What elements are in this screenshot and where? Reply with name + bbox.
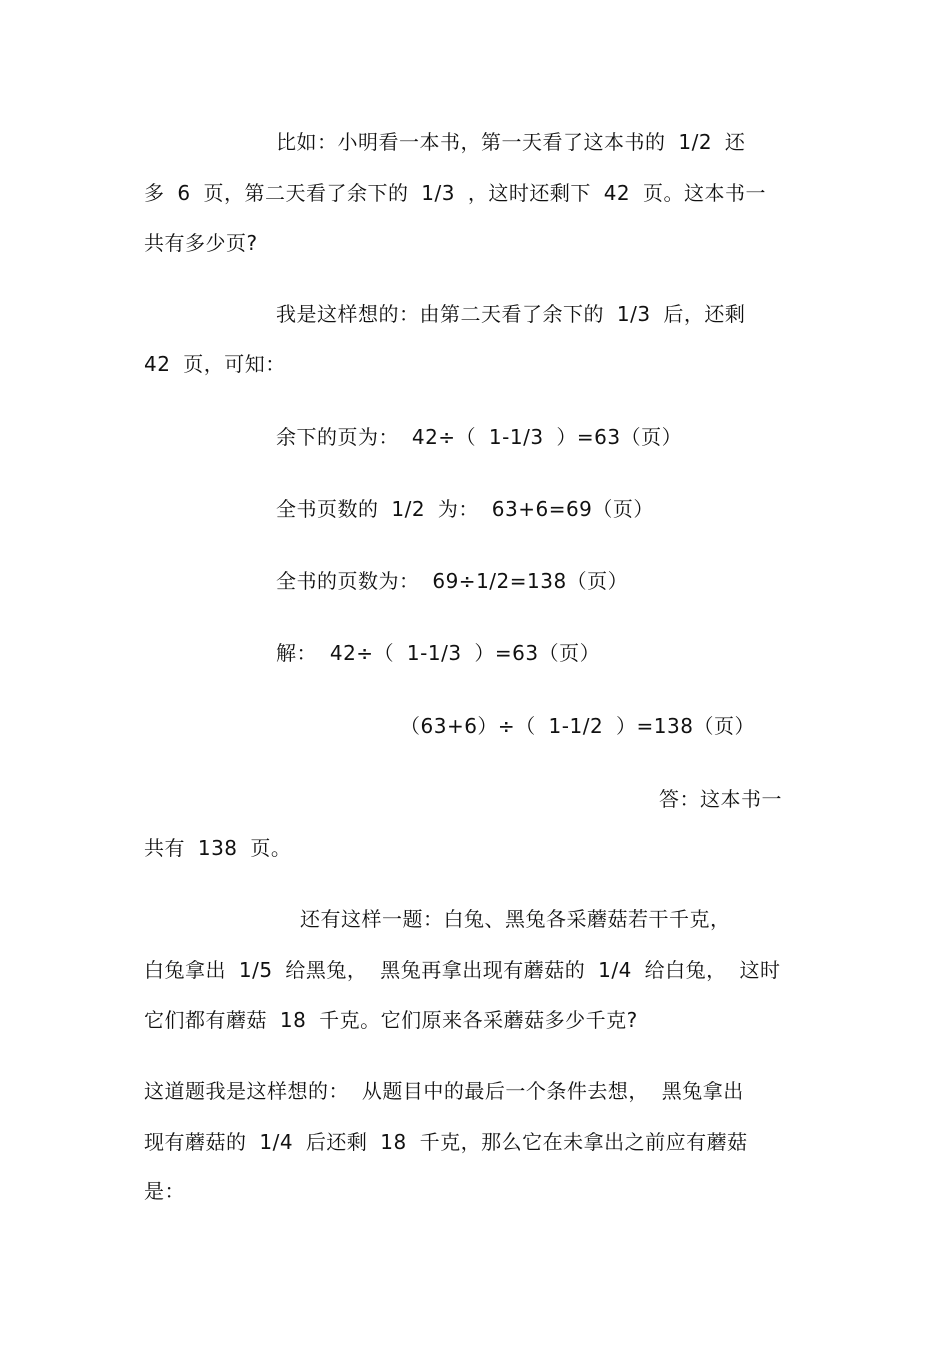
- paragraph-thinking1-line2: 42 页，可知：: [144, 352, 286, 376]
- paragraph-example1-line2: 多 6 页，第二天看了余下的 1/3 ，这时还剩下 42 页。这本书一: [144, 181, 767, 205]
- paragraph-thinking2-line1: 这道题我是这样想的： 从题目中的最后一个条件去想， 黑兔拿出: [144, 1079, 744, 1103]
- answer1-line2: 共有 138 页。: [144, 836, 292, 860]
- paragraph-example1-line1: 比如：小明看一本书，第一天看了这本书的 1/2 还: [276, 130, 746, 154]
- step-total-pages: 全书的页数为： 69÷1/2=138（页）: [276, 569, 629, 593]
- paragraph-thinking2-line3: 是：: [144, 1179, 185, 1203]
- solution1-line1: 解： 42÷（ 1-1/3 ）=63（页）: [276, 641, 601, 665]
- paragraph-example2-line2: 白兔拿出 1/5 给黑兔， 黑兔再拿出现有蘑菇的 1/4 给白兔， 这时: [144, 958, 781, 982]
- answer1-line1: 答：这本书一: [659, 787, 782, 811]
- paragraph-example1-line3: 共有多少页?: [144, 231, 258, 255]
- paragraph-thinking2-line2: 现有蘑菇的 1/4 后还剩 18 千克，那么它在未拿出之前应有蘑菇: [144, 1130, 748, 1154]
- paragraph-example2-line1: 还有这样一题：白兔、黑兔各采蘑菇若干千克，: [300, 907, 731, 931]
- step-remaining-pages: 余下的页为： 42÷（ 1-1/3 ）=63（页）: [276, 425, 683, 449]
- paragraph-example2-line3: 它们都有蘑菇 18 千克。它们原来各采蘑菇多少千克?: [144, 1008, 638, 1032]
- paragraph-thinking1-line1: 我是这样想的：由第二天看了余下的 1/3 后，还剩: [276, 302, 746, 326]
- step-half-book: 全书页数的 1/2 为： 63+6=69（页）: [276, 497, 654, 521]
- solution1-line2: （63+6）÷（ 1-1/2 ）=138（页）: [400, 714, 755, 738]
